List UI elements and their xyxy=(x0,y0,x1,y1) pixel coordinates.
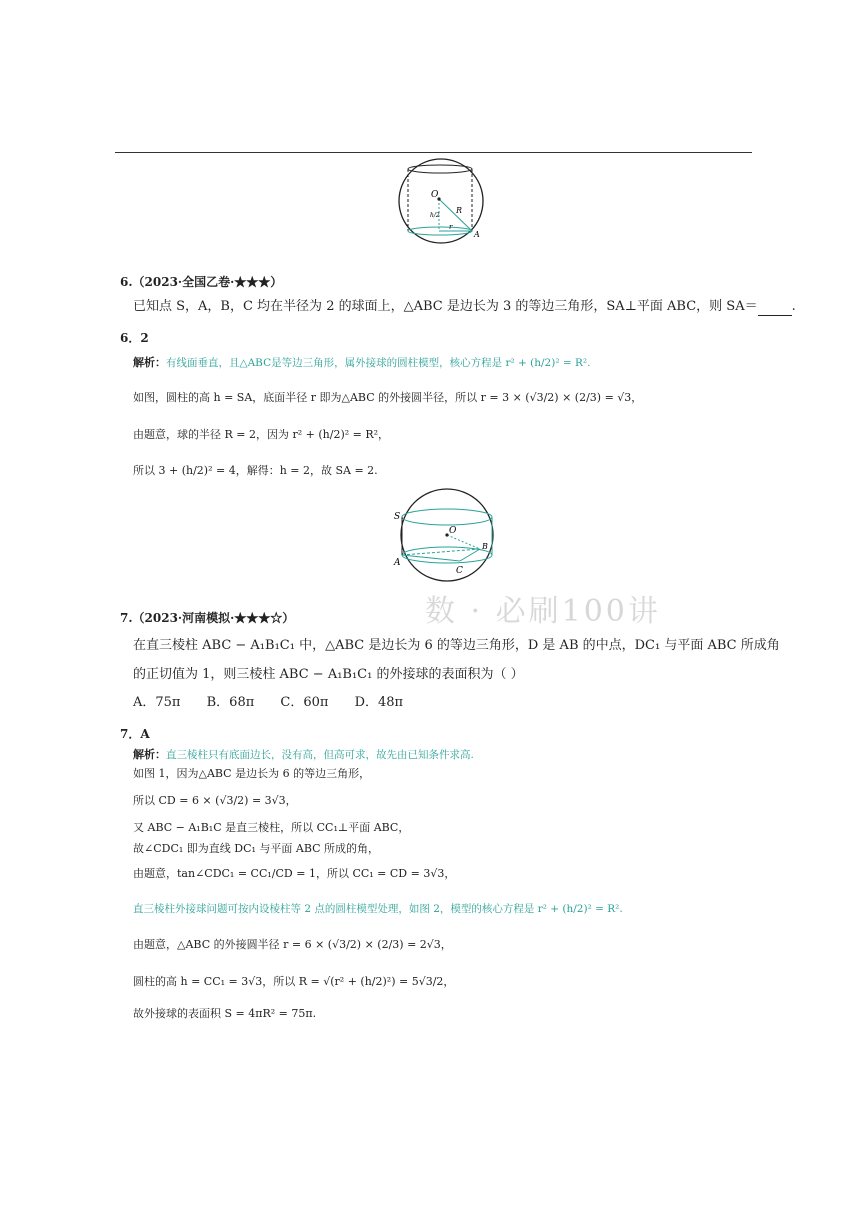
q6-header: 6.（2023·全国乙卷·★★★） xyxy=(120,275,283,289)
q7-header: 7.（2023·河南模拟·★★★☆） xyxy=(120,611,295,625)
answer-blank xyxy=(758,303,792,316)
a7-line-1: 如图 1，因为△ABC 是边长为 6 的等边三角形， xyxy=(133,767,371,780)
a7-analysis-2: 直三棱柱外接球问题可按内设棱柱等 2 点的圆柱模型处理，如图 2，模型的核心方程是 r² + (h/2)² = R². xyxy=(133,903,623,915)
watermark: 数 · 必刷100讲 xyxy=(425,594,661,629)
a6-header: 6．2 xyxy=(120,331,149,345)
a6-analysis xyxy=(133,354,590,370)
fig2-label-s: S xyxy=(394,512,401,522)
q7-option-d: D．48π xyxy=(354,695,404,710)
a7-line-8: 故外接球的表面积 S = 4πR² = 75π. xyxy=(133,1007,317,1020)
fig2-label-c: C xyxy=(456,566,463,576)
q6-text-tail: . xyxy=(791,299,796,314)
a7-header: 7．A xyxy=(120,727,150,741)
a6-line-2: 由题意，球的半径 R = 2，因为 r² + (h/2)² = R²， xyxy=(133,428,390,441)
q7-line-2: 的正切值为 1，则三棱柱 ABC − A₁B₁C₁ 的外接球的表面积为（ ） xyxy=(133,667,524,682)
figure-sphere-cylinder-2 xyxy=(392,487,504,583)
q6-text xyxy=(133,298,796,316)
a7-analysis-label: 解析： xyxy=(133,748,166,761)
q7-options xyxy=(133,694,425,712)
a7-analysis xyxy=(133,746,474,762)
q7-option-a: A．75π xyxy=(133,695,181,710)
fig2-label-a: A xyxy=(394,558,401,568)
a7-analysis-text: 直三棱柱只有底面边长，没有高，但高可求，故先由已知条件求高. xyxy=(166,749,474,761)
q7-option-c: C．60π xyxy=(280,695,329,710)
a6-line-1: 如图，圆柱的高 h = SA，底面半径 r 即为△ABC 的外接圆半径，所以 r = 3 × (√3/2) × (2/3) = √3， xyxy=(133,391,643,404)
fig1-label-r-big: R xyxy=(456,206,463,215)
a7-line-4: 故∠CDC₁ 即为直线 DC₁ 与平面 ABC 所成的角， xyxy=(133,842,380,855)
fig1-label-h2: h/2 xyxy=(430,212,440,219)
fig1-label-a: A xyxy=(474,230,480,239)
fig1-label-o: O xyxy=(431,190,439,200)
a6-analysis-text: 有线面垂直，且△ABC是等边三角形，属外接球的圆柱模型，核心方程是 r² + (h/2)² = R². xyxy=(166,357,591,369)
a7-line-6: 由题意，△ABC 的外接圆半径 r = 6 × (√3/2) × (2/3) = 2√3， xyxy=(133,938,452,951)
header-rule xyxy=(115,152,752,153)
figure-sphere-cylinder-1 xyxy=(393,157,493,247)
fig2-label-o: O xyxy=(449,526,457,536)
a7-line-5: 由题意，tan∠CDC₁ = CC₁/CD = 1，所以 CC₁ = CD = 3√3， xyxy=(133,867,456,880)
fig2-label-b: B xyxy=(482,542,488,551)
a7-line-7: 圆柱的高 h = CC₁ = 3√3，所以 R = √(r² + (h/2)²) = 5√3/2， xyxy=(133,975,455,988)
fig1-label-r: r xyxy=(449,223,453,231)
q6-text-body: 已知点 S，A，B，C 均在半径为 2 的球面上，△ABC 是边长为 3 的等边三角形，SA⊥平面 ABC，则 SA＝ xyxy=(133,299,758,314)
a6-analysis-label: 解析： xyxy=(133,356,166,369)
a6-line-3: 所以 3 + (h/2)² = 4，解得：h = 2，故 SA = 2. xyxy=(133,464,378,477)
a7-line-2: 所以 CD = 6 × (√3/2) = 3√3， xyxy=(133,794,297,807)
q7-option-b: B．68π xyxy=(206,695,255,710)
q7-line-1: 在直三棱柱 ABC − A₁B₁C₁ 中，△ABC 是边长为 6 的等边三角形，D 是 AB 的中点，DC₁ 与平面 ABC 所成角 xyxy=(133,638,780,653)
a7-line-3: 又 ABC − A₁B₁C 是直三棱柱，所以 CC₁⊥平面 ABC， xyxy=(133,821,410,834)
